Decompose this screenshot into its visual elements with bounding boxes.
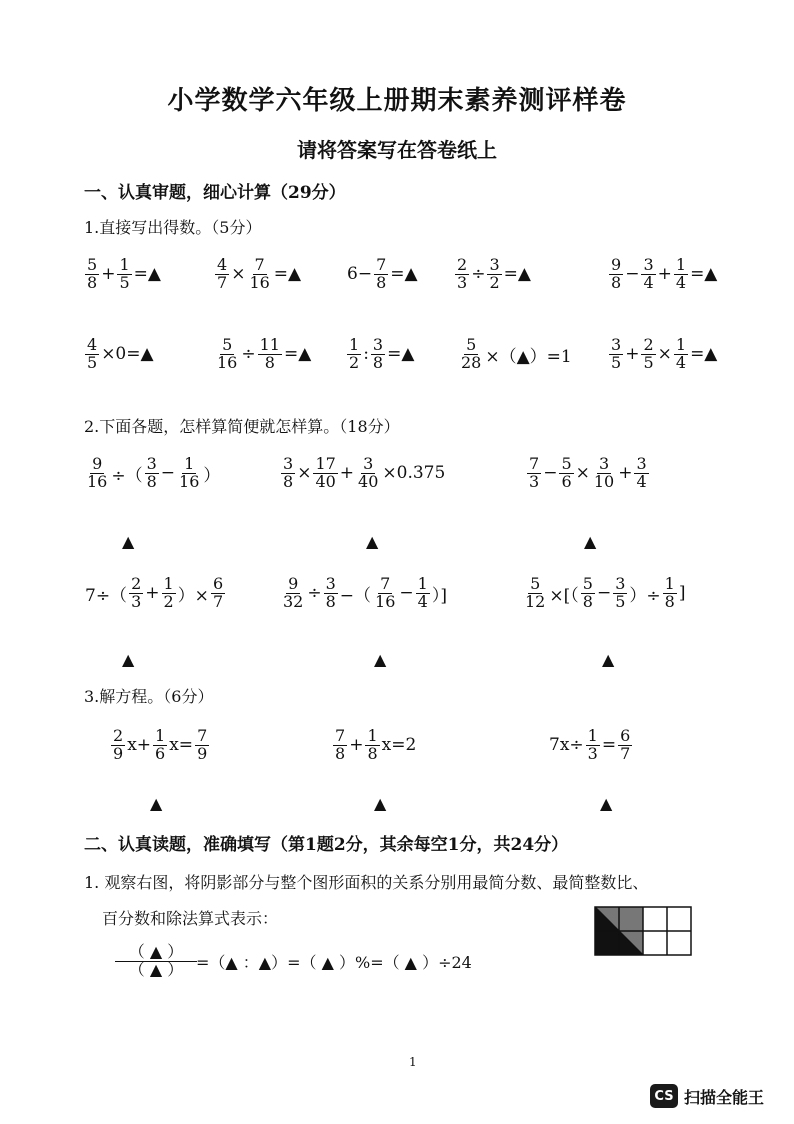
q1-item-4: $\frac{2}{3}$ ÷ $\frac{3}{2}$ =▲	[457, 255, 531, 292]
fraction: $\frac{5}{8}$	[87, 255, 98, 292]
fraction: $\frac{3}{4}$	[643, 255, 654, 292]
fraction: $\frac{5}{16}$	[217, 335, 238, 372]
fraction: $\frac{3}{2}$	[489, 255, 500, 292]
q2-expr-4: 7÷（ $\frac{2}{3}$ + $\frac{1}{2}$ ）× $\frac{6}{7}$	[85, 574, 224, 611]
fraction: $\frac{4}{5}$	[87, 335, 98, 372]
q2-heading: 2.下面各题，怎样算简便就怎样算。（18分）	[84, 417, 400, 436]
answer-mark: ▲	[602, 650, 615, 669]
q3-equation-2: $\frac{7}{8}$ + $\frac{1}{8}$ x=2	[335, 726, 417, 763]
q1-item-5: $\frac{9}{8}$ − $\frac{3}{4}$ + $\frac{1}{4}$ =▲	[611, 255, 718, 292]
fraction: $\frac{1}{4}$	[675, 255, 687, 292]
q1-item-6: $\frac{4}{5}$ ×0=▲	[87, 335, 154, 372]
scanner-logo-icon: CS	[650, 1084, 678, 1108]
q1-item-7: $\frac{5}{16}$ ÷ $\frac{11}{8}$ =▲	[217, 335, 312, 372]
q1-item-3: 6− $\frac{7}{8}$ =▲	[347, 255, 418, 292]
fraction: $\frac{3}{5}$	[611, 335, 622, 372]
q2-expr-2: $\frac{3}{8}$ × $\frac{17}{40}$ + $\frac{3}{40}$ ×0.375	[283, 454, 446, 491]
fraction: $\frac{4}{7}$	[217, 255, 228, 292]
page-number: 1	[409, 1055, 417, 1069]
fraction: $\frac{2}{5}$	[643, 335, 654, 372]
fraction: $\frac{3}{8}$	[372, 335, 384, 372]
q1-item-10: $\frac{3}{5}$ + $\frac{2}{5}$ × $\frac{1}{4}$ =▲	[611, 335, 718, 372]
q3-equation-1: $\frac{2}{9}$ x+ $\frac{1}{6}$ x= $\frac{7}{9}$	[113, 726, 208, 763]
page-subtitle: 请将答案写在答卷纸上	[297, 138, 497, 162]
q2-expr-1: $\frac{9}{16}$ ÷（ $\frac{3}{8}$ − $\frac{1}{16}$ ）	[87, 454, 221, 491]
part2-q1-answer	[116, 944, 472, 979]
answer-mark: ▲	[374, 650, 387, 669]
answer-mark: ▲	[584, 532, 597, 551]
fraction: $\frac{2}{3}$	[457, 255, 468, 292]
fraction: $\frac{1}{4}$	[675, 335, 687, 372]
part2-q1-line1: 1. 观察右图，将阴影部分与整个图形面积的关系分别用最简分数、最简整数比、	[84, 873, 649, 892]
q1-item-1: $\frac{5}{8}$ + $\frac{1}{5}$ =▲	[87, 255, 161, 292]
answer-chain: =（▲ ：▲）=（ ▲ ）%=（ ▲ ）÷24	[196, 952, 472, 972]
shaded-grid-figure	[594, 906, 692, 956]
part1-heading: 一、认真审题，细心计算（29分）	[84, 183, 346, 203]
answer-mark: ▲	[150, 794, 163, 813]
answer-mark: ▲	[374, 794, 387, 813]
q2-expr-5: $\frac{9}{32}$ ÷ $\frac{3}{8}$ −（ $\frac{7}{16}$ − $\frac{1}{4}$ ）]	[283, 574, 447, 611]
fraction: $\frac{7}{8}$	[376, 255, 387, 292]
part2-q1-line2: 百分数和除法算式表示：	[102, 909, 279, 928]
q2-expr-6: $\frac{5}{12}$ ×[（ $\frac{5}{8}$ − $\frac{3}{5}$ ）÷ $\frac{1}{8}$ ]	[525, 574, 686, 611]
q1-item-2: $\frac{4}{7}$ × $\frac{7}{16}$ =▲	[217, 255, 302, 292]
answer-mark: ▲	[122, 650, 135, 669]
watermark-text: 扫描全能王	[684, 1087, 765, 1107]
answer-fraction: $\frac{( ▲ )}{( ▲ )}$	[117, 944, 195, 979]
fraction: $\frac{1}{2}$	[349, 335, 360, 372]
answer-mark: ▲	[600, 794, 613, 813]
answer-mark: ▲	[122, 532, 135, 551]
fraction: $\frac{1}{5}$	[119, 255, 130, 292]
part2-heading: 二、认真读题，准确填写（第1题2分，其余每空1分，共24分）	[84, 835, 569, 855]
q1-heading: 1.直接写出得数。（5分）	[84, 218, 262, 237]
q1-item-9: $\frac{5}{28}$ ×（▲）=1	[461, 335, 572, 372]
q3-heading: 3.解方程。（6分）	[84, 687, 214, 706]
fraction: $\frac{5}{28}$	[461, 335, 482, 372]
fraction: $\frac{11}{8}$	[259, 335, 280, 372]
page-title: 小学数学六年级上册期末素养测评样卷	[167, 86, 627, 116]
q2-expr-3: $\frac{7}{3}$ − $\frac{5}{6}$ × $\frac{3}{10}$ + $\frac{3}{4}$	[529, 454, 647, 491]
scanner-watermark	[650, 1084, 764, 1108]
q3-equation-3: 7x÷ $\frac{1}{3}$ = $\frac{6}{7}$	[549, 726, 631, 763]
q1-item-8: $\frac{1}{2}$ : $\frac{3}{8}$ =▲	[349, 335, 415, 372]
answer-mark: ▲	[366, 532, 379, 551]
fraction: $\frac{7}{16}$	[249, 255, 270, 292]
fraction: $\frac{9}{8}$	[611, 255, 622, 292]
